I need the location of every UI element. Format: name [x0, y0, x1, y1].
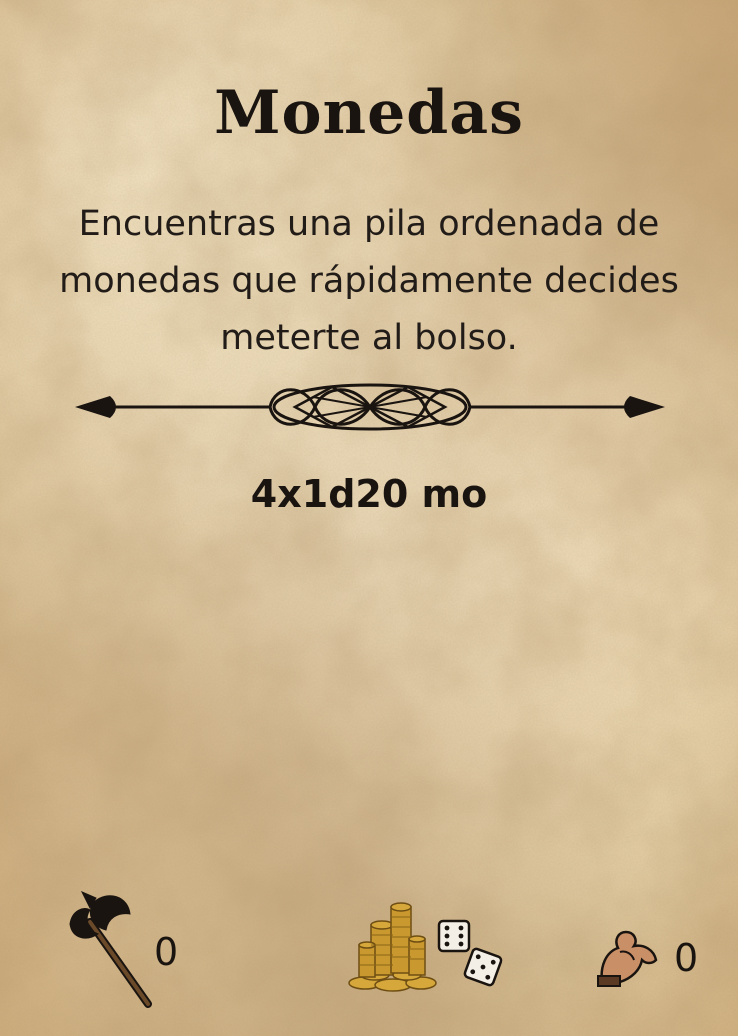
card-description: Encuentras una pila ordenada de monedas que rápidamente decides meterte al bolso. — [59, 204, 679, 358]
flexed-arm-icon — [596, 926, 662, 988]
reward-value: 4x1d20 mo — [250, 472, 488, 516]
dice-icon — [436, 918, 508, 994]
card-title: Monedas — [214, 78, 524, 148]
left-arrowhead — [75, 396, 116, 418]
right-arrowhead — [624, 396, 665, 418]
strength-value: 0 — [674, 936, 699, 980]
battle-axe-icon — [62, 888, 162, 1018]
gold-coins-icon — [345, 895, 440, 995]
attack-value: 0 — [154, 930, 179, 974]
ornamental-divider — [70, 370, 670, 450]
